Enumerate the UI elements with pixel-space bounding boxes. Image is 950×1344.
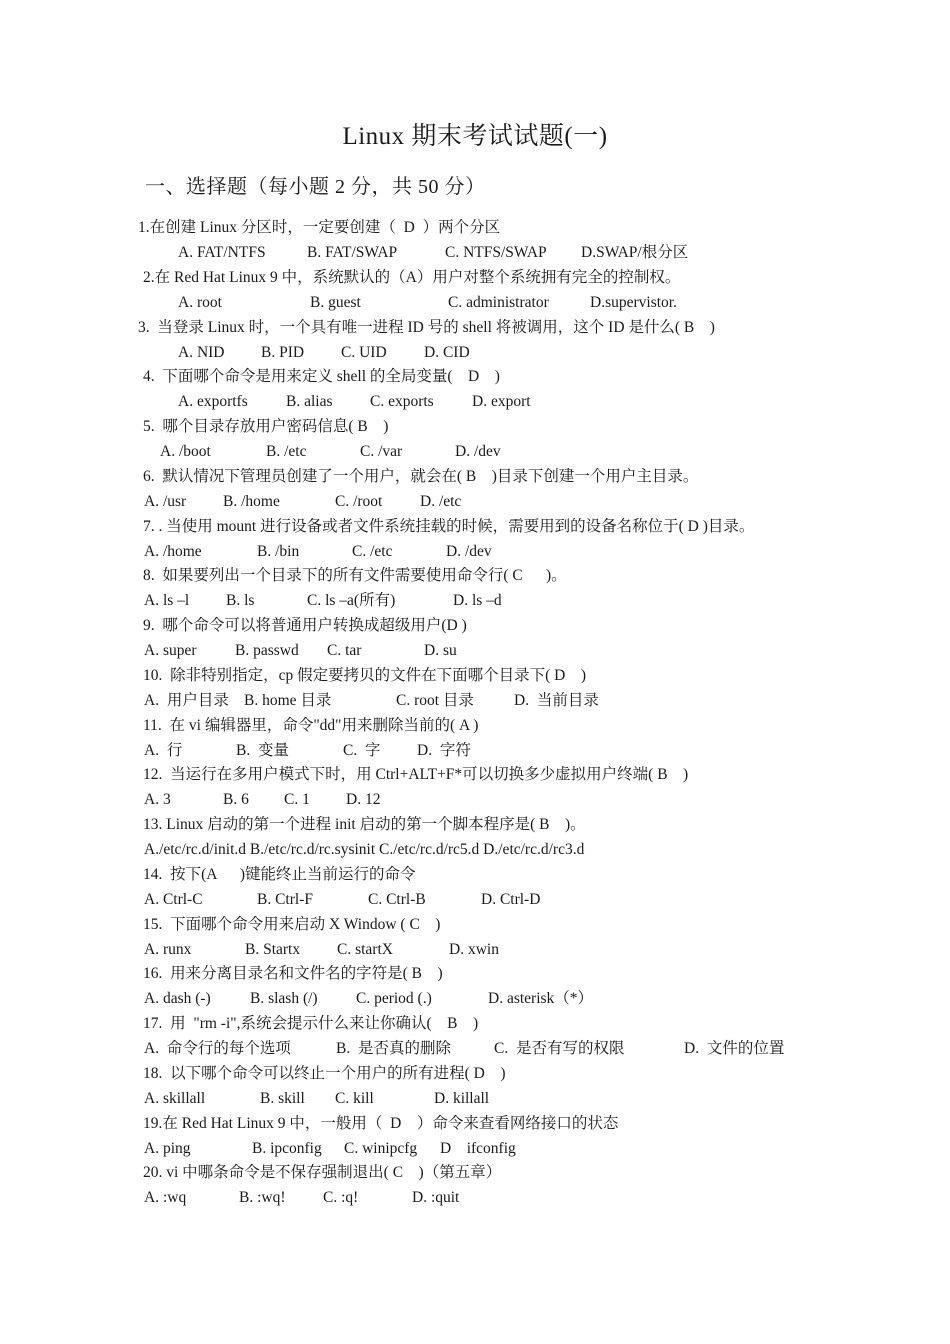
question-text: 3. 当登录 Linux 时，一个具有唯一进程 ID 号的 shell 将被调用，这个 ID 是什么( B ) [138,318,715,336]
answer-option: D. su [424,642,457,659]
question-text: 14. 按下(A )键能终止当前运行的命令 [143,865,416,883]
answer-option: C. 是否有写的权限 [494,1040,625,1057]
answer-option: A./etc/rc.d/init.d B./etc/rc.d/rc.sysinit C./etc/rc.d/rc5.d D./etc/rc.d/rc3.d [144,841,585,858]
question-text: 5. 哪个目录存放用户密码信息( B ) [143,418,389,435]
answer-option: D. CID [424,343,470,361]
answer-option: C. tar [327,642,362,659]
answer-option: C. exports [370,393,434,411]
question-text: 18. 以下哪个命令可以终止一个用户的所有进程( D ) [143,1064,506,1082]
answer-option: A. 用户目录 [144,691,229,709]
answer-option: A. 行 [144,741,183,759]
question-text: 7. . 当使用 mount 进行设备或者文件系统挂载的时候，需要用到的设备名称位于( D )目录。 [143,517,755,535]
answer-option: A. /boot [160,443,211,460]
answer-option: C. kill [335,1089,374,1107]
answer-option: A. 3 [144,791,171,809]
answer-option: B. 6 [223,791,249,809]
answer-option: D. /dev [446,542,492,560]
answer-option: D. Ctrl-D [481,890,541,908]
answer-option: A. ping [144,1139,191,1157]
question-text: 1.在创建 Linux 分区时，一定要创建（ D ）两个分区 [138,219,501,236]
answer-option: A. :wq [144,1189,187,1207]
answer-option: A. FAT/NTFS [178,244,266,261]
answer-option: B. 变量 [236,741,289,759]
answer-option: D. 当前目录 [514,691,599,709]
answer-option: A. Ctrl-C [144,890,203,908]
answer-option: B. skill [260,1089,305,1107]
answer-option: C. :q! [323,1189,359,1207]
answer-option: C. startX [337,940,393,958]
answer-option: B. ls [226,592,255,610]
question-text: 2.在 Red Hat Linux 9 中，系统默认的（A）用户对整个系统拥有完全的控制权。 [143,268,681,286]
question-text: 13. Linux 启动的第一个进程 init 启动的第一个脚本程序是( B )。 [143,816,586,833]
answer-option: B. /etc [266,443,307,460]
answer-option: A. ls –l [144,592,190,610]
answer-option: D. 字符 [417,741,471,759]
answer-option: B. Startx [245,940,301,958]
answer-option: D. asterisk（*） [488,990,594,1008]
question-text: 8. 如果要列出一个目录下的所有文件需要使用命令行( C )。 [143,567,567,585]
answer-option: B. passwd [235,642,299,659]
answer-option: A. /usr [144,492,187,510]
answer-option: C. /etc [352,542,393,560]
answer-option: C. period (.) [356,990,432,1008]
answer-option: A. root [178,293,222,311]
answer-option: D. :quit [412,1189,460,1207]
answer-option: A. /home [144,542,202,560]
answer-option: B. home 目录 [244,691,332,709]
question-text: 19.在 Red Hat Linux 9 中，一般用（ D ）命令来查看网络接口的状态 [143,1114,619,1132]
answer-option: D. 12 [346,791,381,809]
answer-option: D.SWAP/根分区 [581,244,689,261]
question-text: 6. 默认情况下管理员创建了一个用户，就会在( B )目录下创建一个用户主目录。 [143,467,699,485]
page-title: Linux 期末考试试题(一) [342,123,608,150]
answer-option: A. super [144,642,197,659]
answer-option: C. 字 [343,741,381,759]
answer-option: A. runx [144,940,192,958]
answer-option: D. /etc [420,492,462,510]
question-text: 17. 用 "rm -i",系统会提示什么来让你确认( B ) [143,1015,479,1032]
answer-option: B. :wq! [239,1189,286,1207]
answer-option: B. /bin [257,542,300,560]
section-heading: 一、选择题（每小题 2 分，共 50 分） [145,176,486,198]
answer-option: D. xwin [449,940,499,958]
question-text: 12. 当运行在多用户模式下时，用 Ctrl+ALT+F*可以切换多少虚拟用户终端( B ) [143,766,689,784]
answer-option: D. /dev [455,443,501,460]
question-text: 15. 下面哪个命令用来启动 X Window ( C ) [143,915,441,933]
question-text: 16. 用来分离目录名和文件名的字符是( B ) [143,965,443,983]
answer-option: A. NID [178,343,225,361]
question-text: 9. 哪个命令可以将普通用户转换成超级用户(D ) [143,617,467,634]
question-text: 11. 在 vi 编辑器里，命令"dd"用来删除当前的( A ) [143,716,479,734]
answer-option: B. alias [286,393,333,411]
answer-option: A. dash (-) [144,990,211,1008]
answer-option: D. 文件的位置 [684,1040,785,1057]
answer-option: A. skillall [144,1089,206,1107]
answer-option: B. ipconfig [252,1139,322,1157]
answer-option: D. ls –d [453,592,502,610]
answer-option: C. NTFS/SWAP [445,244,547,261]
answer-option: B. Ctrl-F [257,890,313,908]
answer-option: D. killall [434,1089,490,1107]
answer-option: A. 命令行的每个选项 [144,1040,291,1057]
answer-option: C. winipcfg [344,1139,418,1157]
answer-option: B. PID [261,343,305,361]
answer-option: C. /root [335,492,383,510]
answer-option: B. FAT/SWAP [307,244,398,261]
answer-option: B. /home [223,492,280,510]
answer-option: C. UID [341,343,387,361]
answer-option: C. ls –a(所有) [307,592,396,610]
question-text: 20. vi 中哪条命令是不保存强制退出( C )（第五章） [143,1164,502,1182]
answer-option: C. Ctrl-B [368,890,426,908]
answer-option: A. exportfs [178,393,248,411]
answer-option: D ifconfig [440,1139,516,1157]
answer-option: D.supervistor. [590,293,677,311]
answer-option: C. 1 [284,791,310,809]
answer-option: B. guest [310,293,361,311]
answer-option: C. /var [360,443,403,460]
answer-option: B. 是否真的删除 [336,1040,451,1057]
answer-option: B. slash (/) [250,990,318,1008]
question-text: 10. 除非特别指定，cp 假定要拷贝的文件在下面哪个目录下( D ) [143,666,587,684]
answer-option: C. root 目录 [396,691,474,709]
question-text: 4. 下面哪个命令是用来定义 shell 的全局变量( D ) [143,368,500,386]
answer-option: C. administrator [448,293,549,311]
answer-option: D. export [472,393,531,411]
